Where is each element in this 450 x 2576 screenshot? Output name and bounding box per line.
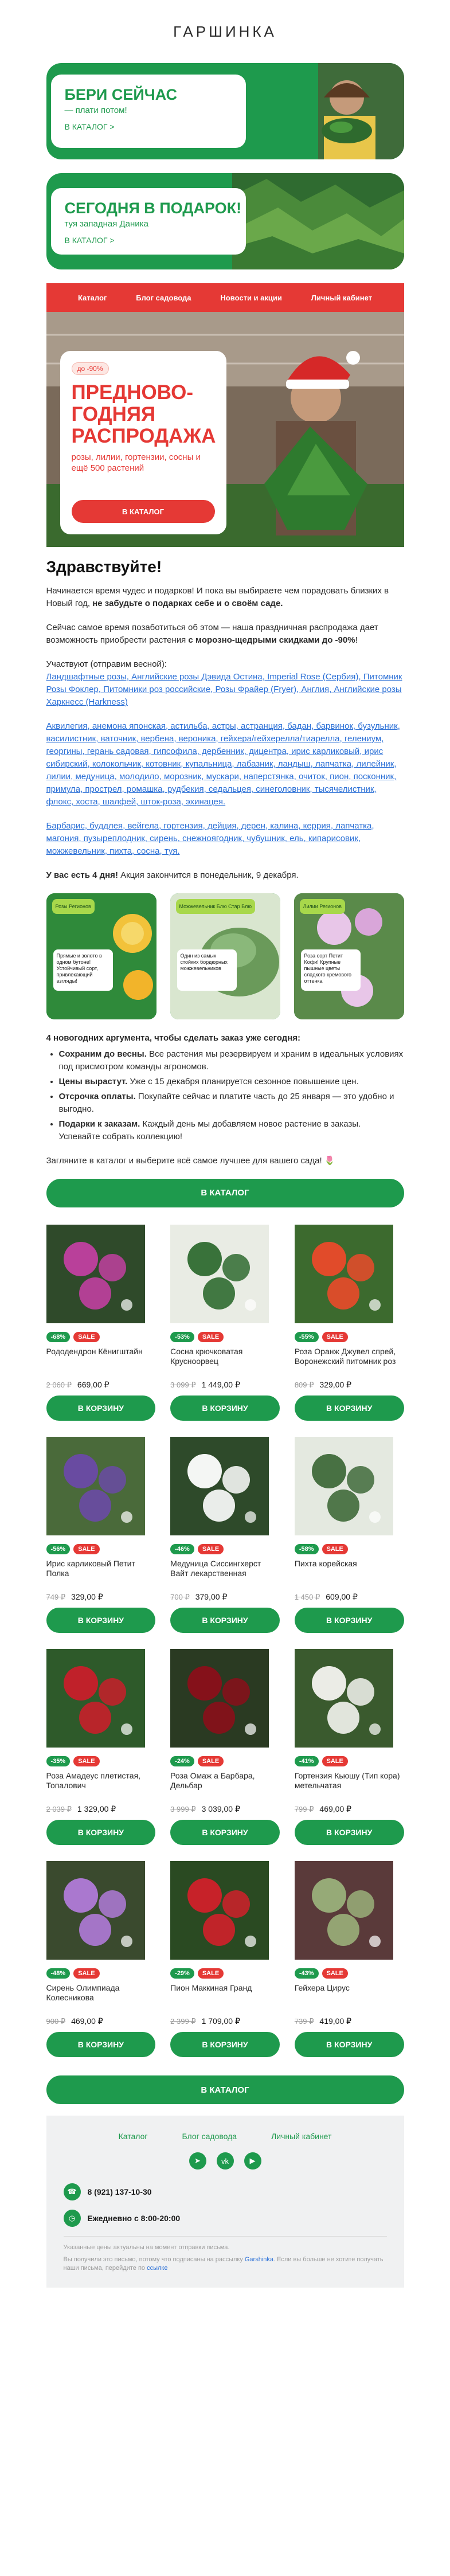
product-price (295, 2016, 404, 2026)
unsubscribe-link[interactable]: ссылке (147, 2265, 168, 2272)
current-price: 609,00 ₽ (326, 1592, 358, 1601)
product-price (295, 1592, 404, 1602)
banner-subtitle: — плати потом! (64, 105, 127, 115)
phone-number: 8 (921) 137-10-30 (87, 2187, 152, 2196)
participants-label: Участвуют (отправим весной): (46, 659, 167, 669)
product-price (295, 1804, 404, 1814)
nav-blog[interactable]: Блог садовода (136, 293, 191, 302)
banner-gift-today[interactable] (46, 173, 404, 269)
reason-item: • Цены вырастут. Уже с 15 декабря планируется сезонное повышение цен. (59, 1076, 404, 1088)
banner-title: СЕГОДНЯ В ПОДАРОК! (64, 200, 242, 217)
sale-badge: SALE (322, 1968, 348, 1979)
unsubscribe-note: Вы получили это письмо, потому что подписаны на рассылку Garshinka. Если вы больше не хотите получать наши письма, перейдите по ссылке (63, 2256, 384, 2272)
discount-badge: -24% (170, 1756, 194, 1766)
closing-paragraph: Загляните в каталог и выберите всё самое лучшее для вашего сада! 🌷 (46, 1156, 335, 1166)
product-badges (295, 1968, 404, 1979)
sale-badge: SALE (322, 1756, 348, 1766)
phone-icon: ☎ (64, 2183, 81, 2200)
add-to-cart-button[interactable]: В КОРЗИНУ (46, 1396, 156, 1421)
add-to-cart-button[interactable]: В КОРЗИНУ (295, 2032, 404, 2057)
hours-contact (64, 2210, 387, 2227)
garshinka-link[interactable]: Garshinka (244, 2256, 274, 2263)
hero-subtitle: розы, лилии, гортензии, сосны и ещё 500 растений (71, 452, 201, 473)
greeting: Здравствуйте! (46, 558, 162, 576)
reasons-list (59, 1048, 404, 1143)
product-card[interactable] (170, 1861, 280, 2064)
product-price (170, 1804, 280, 1814)
add-to-cart-button[interactable]: В КОРЗИНУ (295, 1396, 404, 1421)
brand-logo[interactable]: ГАРШИНКА (173, 22, 277, 40)
days-left: У вас есть 4 дня! Акция закончится в понедельник, 9 декабря. (46, 870, 299, 880)
sale-badge: SALE (322, 1544, 348, 1554)
discount-badge: -53% (170, 1332, 194, 1342)
nav-catalog[interactable]: Каталог (77, 293, 107, 302)
add-to-cart-button[interactable]: В КОРЗИНУ (46, 2032, 156, 2057)
footer-link-catalog[interactable]: Каталог (118, 2132, 148, 2141)
nav-news[interactable]: Новости и акции (220, 293, 282, 302)
add-to-cart-button[interactable]: В КОРЗИНУ (170, 1820, 280, 1845)
rose-links[interactable]: Ландшафтные розы, Английские розы Дэвида Остина, Imperial Rose (Сербия), Питомник Розы Фоклер, Питомники роз российские, Розы Фрайер (Fryer), Англия, Английские розы Харкнесс (Harkness) (46, 672, 402, 707)
product-grid (46, 1225, 404, 2064)
footer-divider (64, 2236, 387, 2237)
current-price: 3 039,00 ₽ (201, 1804, 240, 1813)
banner-card (51, 188, 246, 255)
product-name[interactable]: Медуница Сиссингхерст Вайт лекарственная (170, 1559, 261, 1578)
product-badges (170, 1544, 280, 1554)
add-to-cart-button[interactable]: В КОРЗИНУ (46, 1820, 156, 1845)
sale-badge: SALE (198, 1756, 224, 1766)
discount-badge: -58% (295, 1544, 319, 1554)
social-icons (64, 2152, 387, 2170)
current-price: 469,00 ₽ (71, 2016, 103, 2026)
current-price: 1 329,00 ₽ (77, 1804, 116, 1813)
letter-content (46, 547, 404, 1207)
discount-badge: -48% (46, 1968, 71, 1979)
product-photo[interactable] (46, 1225, 145, 1323)
banner-title: БЕРИ СЕЙЧАС (64, 86, 178, 103)
banner-catalog-link[interactable]: В КАТАЛОГ > (64, 122, 115, 131)
product-price (170, 1592, 280, 1602)
product-photo[interactable] (295, 1225, 393, 1323)
product-price (46, 1804, 156, 1814)
product-price (46, 1592, 156, 1602)
sale-badge: SALE (322, 1332, 348, 1342)
product-name[interactable]: Сирень Олимпиада Колесникова (46, 1983, 120, 2002)
add-to-cart-button[interactable]: В КОРЗИНУ (295, 1608, 404, 1633)
product-badges (295, 1756, 404, 1766)
product-badges (46, 1332, 156, 1342)
product-name[interactable]: Рододендрон Кёнигштайн (46, 1347, 143, 1356)
product-badges (46, 1544, 156, 1554)
add-to-cart-button[interactable]: В КОРЗИНУ (170, 1396, 280, 1421)
sale-badge: SALE (198, 1544, 224, 1554)
hero-catalog-button[interactable]: В КАТАЛОГ (72, 500, 215, 523)
old-price: 900 ₽ (46, 2016, 66, 2026)
discount-badge: -55% (295, 1332, 319, 1342)
footer-links (64, 2132, 387, 2141)
old-price: 2 399 ₽ (170, 2016, 196, 2026)
old-price: 2 060 ₽ (46, 1380, 72, 1389)
clock-icon: ◷ (64, 2210, 81, 2227)
sale-badge: SALE (198, 1332, 224, 1342)
old-price: 700 ₽ (170, 1592, 190, 1601)
product-card[interactable] (295, 1437, 404, 1640)
sale-badge: SALE (198, 1968, 224, 1979)
banner-card (51, 75, 246, 148)
promo-note: Роза сорт Петит Кофи! Крупные пышные цветы сладкого кремового оттенка (301, 949, 361, 991)
old-price: 799 ₽ (294, 1804, 314, 1813)
product-name[interactable]: Пихта корейская (294, 1559, 357, 1568)
product-card[interactable] (46, 1225, 156, 1428)
sale-badge: SALE (73, 1756, 99, 1766)
promo-note: Прямые и золото в одном бутоне! Устойчивый сорт, привлекающий взгляды! (53, 949, 113, 991)
old-price: 3 999 ₽ (170, 1804, 196, 1813)
promo-card[interactable] (294, 893, 404, 1019)
product-price (46, 1380, 156, 1390)
discount-badge: -56% (46, 1544, 71, 1554)
product-photo[interactable] (46, 1861, 145, 1960)
product-name[interactable]: Гейхера Цирус (294, 1983, 350, 1992)
promo-cards (46, 893, 404, 1019)
hero-card (60, 351, 226, 534)
phone-contact[interactable] (64, 2183, 387, 2200)
catalog-bottom-button[interactable]: В КАТАЛОГ (46, 2075, 404, 2104)
current-price: 379,00 ₽ (195, 1592, 228, 1601)
perennial-links[interactable]: Аквилегия, анемона японская, астильба, астры, астранция, бадан, барвинок, бузульник, василистник, ваточник, вербена, вероника, гейхера/гейхерелла/тиарелла, гелениум, георгины, герань садовая, гипсофила, дербенник, дицентра, ирис карликовый, ирис сибирский, колокольчик, котовник, купальница, лабазник, ландыш, лапчатка, лилейник, лилии, медуница, молодило, морозник, мускари, наперстянка, очиток, пион, посконник, примула, прострел, ромашка, рудбекия, седальцея, синеголовник, тысячелистник, флокс, хоста, шалфей, шток-роза, эхинацея. (46, 721, 400, 807)
discount-badge: -35% (46, 1756, 71, 1766)
product-card[interactable] (170, 1225, 280, 1428)
footer-link-account[interactable]: Личный кабинет (271, 2132, 332, 2141)
discount-badge: -41% (295, 1756, 319, 1766)
intro-paragraph: Начинается время чудес и подарков! И пока вы выбираете чем порадовать близких в Новый год, не забудьте о подарках себе и о своём саде. (46, 586, 389, 608)
product-price (170, 2016, 280, 2026)
product-badges (295, 1544, 404, 1554)
promo-card[interactable] (46, 893, 156, 1019)
reasons-title: 4 новогодних аргумента, чтобы сделать заказ уже сегодня: (46, 1033, 300, 1043)
product-card[interactable] (295, 1225, 404, 1428)
product-name[interactable]: Роза Омаж а Барбара, Дельбар (170, 1771, 255, 1790)
sale-badge: SALE (73, 1332, 99, 1342)
old-price: 3 099 ₽ (170, 1380, 196, 1389)
product-badges (46, 1968, 156, 1979)
product-card[interactable] (170, 1437, 280, 1640)
old-price: 739 ₽ (294, 2016, 314, 2026)
promo-tag: Лилии Регионов (300, 899, 345, 914)
product-badges (46, 1756, 156, 1766)
promo-tag: Розы Регионов (52, 899, 95, 914)
product-card[interactable] (46, 1861, 156, 2064)
product-name[interactable]: Ирис карликовый Петит Полка (46, 1559, 135, 1578)
banner-buy-now[interactable] (46, 63, 404, 159)
old-price: 1 450 ₽ (294, 1592, 320, 1601)
youtube-icon[interactable]: ▶ (244, 2152, 261, 2170)
catalog-button[interactable]: В КАТАЛОГ (46, 1179, 404, 1207)
product-price (295, 1380, 404, 1390)
product-card[interactable] (46, 1437, 156, 1640)
shrub-links[interactable]: Барбарис, буддлея, вейгела, гортензия, дейция, дерен, калина, керрия, лапчатка, магония, пузыреплодник, сирень, снежноягодник, чубушник, ель, кипарисовик, можжевельник, пихта, сосна, туя. (46, 821, 374, 856)
product-photo[interactable] (170, 1649, 269, 1748)
old-price: 2 039 ₽ (46, 1804, 72, 1813)
discount-badge: -68% (46, 1332, 71, 1342)
top-nav (46, 283, 404, 312)
vk-icon[interactable]: vk (217, 2152, 234, 2170)
product-badges (170, 1756, 280, 1766)
current-price: 469,00 ₽ (319, 1804, 352, 1813)
reason-item: • Подарки к заказам. Каждый день мы добавляем новое растение в заказы. Успевайте собрать коллекцию! (59, 1118, 404, 1143)
current-price: 419,00 ₽ (319, 2016, 352, 2026)
sale-badge: SALE (73, 1968, 99, 1979)
product-photo[interactable] (170, 1225, 269, 1323)
current-price: 1 449,00 ₽ (201, 1380, 240, 1389)
promo-tag: Можжевельник Блю Стар Блю (176, 899, 255, 914)
footer-link-blog[interactable]: Блог садовода (182, 2132, 237, 2141)
working-hours: Ежедневно с 8:00-20:00 (87, 2214, 181, 2223)
product-card[interactable] (46, 1649, 156, 1852)
product-price (46, 2016, 156, 2026)
product-name[interactable]: Роза Оранж Джувел спрей, Воронежский питомник роз (294, 1347, 396, 1366)
old-price: 749 ₽ (46, 1592, 66, 1601)
current-price: 669,00 ₽ (77, 1380, 109, 1389)
telegram-icon[interactable]: ➤ (189, 2152, 206, 2170)
hero-sale-banner[interactable] (46, 312, 404, 547)
discount-badge: -46% (170, 1544, 194, 1554)
promo-card[interactable] (170, 893, 280, 1019)
product-photo[interactable] (46, 1649, 145, 1748)
price-disclaimer: Указанные цены актуальны на момент отправки письма. (63, 2244, 230, 2251)
discount-badge: -43% (295, 1968, 319, 1979)
product-price (170, 1380, 280, 1390)
add-to-cart-button[interactable]: В КОРЗИНУ (170, 1608, 280, 1633)
product-card[interactable] (170, 1649, 280, 1852)
product-photo[interactable] (170, 1437, 269, 1535)
add-to-cart-button[interactable]: В КОРЗИНУ (295, 1820, 404, 1845)
product-badges (170, 1968, 280, 1979)
product-photo[interactable] (46, 1437, 145, 1535)
reason-item: • Отсрочка оплаты. Покупайте сейчас и платите часть до 25 января — это удобно и выгодно. (59, 1090, 404, 1116)
product-name[interactable]: Гортензия Кьюшу (Тип кора) метельчатая (294, 1771, 400, 1790)
footer (46, 2116, 404, 2288)
hero-title: ПРЕДНОВО-ГОДНЯЯ РАСПРОДАЖА (71, 381, 216, 447)
product-photo[interactable] (295, 1649, 393, 1748)
banner-photo-woman-with-plant (232, 63, 404, 159)
current-price: 1 709,00 ₽ (201, 2016, 240, 2026)
product-name[interactable]: Пион Маккиная Гранд (170, 1983, 252, 1992)
email-body (46, 0, 404, 2288)
product-card[interactable] (295, 1861, 404, 2064)
old-price: 809 ₽ (294, 1380, 314, 1389)
sale-paragraph: Сейчас самое время позаботиться об этом — наша праздничная распродажа дает возможность приобрести растения с морозно-щедрыми скидками до -90%! (46, 623, 378, 645)
product-card[interactable] (295, 1649, 404, 1852)
hero-discount-badge: до -90% (72, 362, 109, 375)
nav-account[interactable]: Личный кабинет (311, 293, 373, 302)
current-price: 329,00 ₽ (71, 1592, 103, 1601)
add-to-cart-button[interactable]: В КОРЗИНУ (46, 1608, 156, 1633)
sale-badge: SALE (73, 1544, 99, 1554)
current-price: 329,00 ₽ (319, 1380, 352, 1389)
reason-item: • Сохраним до весны. Все растения мы резервируем и храним в идеальных условиях под присмотром команды агрономов. (59, 1048, 404, 1073)
product-photo[interactable] (170, 1861, 269, 1960)
banner-photo-thuja (232, 173, 404, 269)
banner-catalog-link[interactable]: В КАТАЛОГ > (64, 236, 115, 245)
discount-badge: -29% (170, 1968, 194, 1979)
banner-subtitle: туя западная Даника (64, 219, 148, 229)
promo-note: Один из самых стойких бордюрных можжевельников (177, 949, 237, 991)
product-name[interactable]: Сосна крючковатая Крусноорвец (170, 1347, 243, 1366)
product-photo[interactable] (295, 1861, 393, 1960)
product-photo[interactable] (295, 1437, 393, 1535)
product-badges (295, 1332, 404, 1342)
product-name[interactable]: Роза Амадеус плетистая, Топалович (46, 1771, 141, 1790)
add-to-cart-button[interactable]: В КОРЗИНУ (170, 2032, 280, 2057)
product-badges (170, 1332, 280, 1342)
